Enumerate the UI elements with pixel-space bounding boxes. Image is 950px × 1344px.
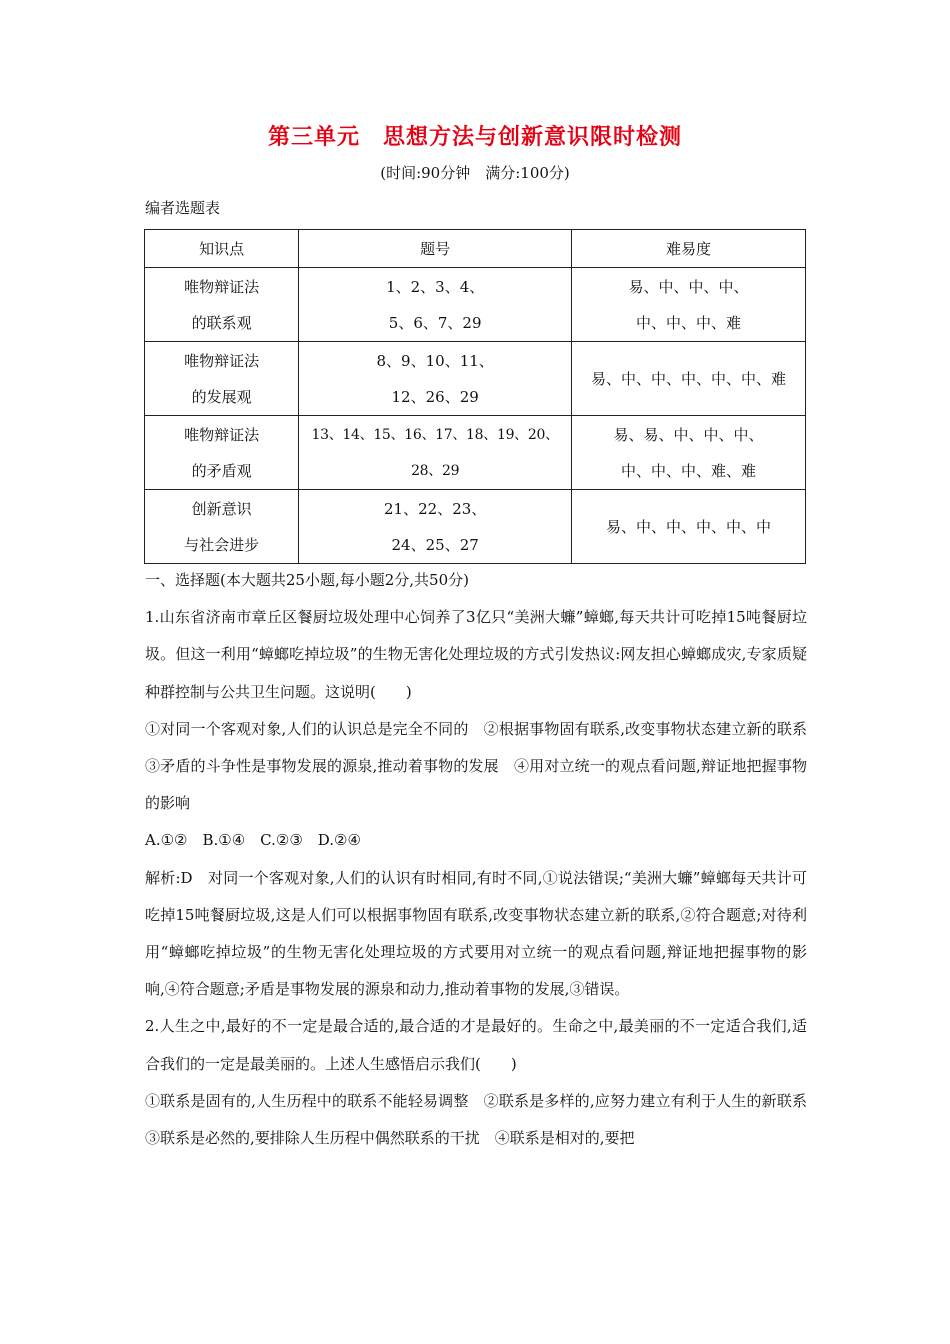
exam-time-score: (时间:90分钟 满分:100分): [380, 164, 570, 182]
table-caption: 编者选题表: [145, 199, 221, 217]
header-knowledge-point: 知识点: [145, 230, 299, 268]
header-question-numbers: 题号: [299, 230, 572, 268]
header-difficulty: 难易度: [572, 230, 806, 268]
question-1-analysis: 解析:D 对同一个客观对象,人们的认识有时相同,有时不同,①说法错误;“美洲大蠊”蟑螂每天共计可吃掉15吨餐厨垃圾,这是人们可以根据事物固有联系,改变事物状态建立新的联系,②符合题意;对待利用“蟑螂吃掉垃圾”的生物无害化处理垃圾的方式要用对立统一的观点看问题,辩证地把握事物的影响,④符合题意;矛盾是事物发展的源泉和动力,推动着事物的发展,③错误。: [145, 868, 807, 999]
cell-knowledge-point: 唯物辩证法 的矛盾观: [145, 416, 299, 490]
question-1-stem: 1.山东省济南市章丘区餐厨垃圾处理中心饲养了3亿只“美洲大蠊”蟑螂,每天共计可吃掉15吨餐厨垃圾。但这一利用“蟑螂吃掉垃圾”的生物无害化处理垃圾的方式引发热议:网友担心蟑螂成灾,专家质疑种群控制与公共卫生问题。这说明( ): [145, 608, 807, 701]
page-title: 第三单元 思想方法与创新意识限时检测: [267, 125, 682, 150]
table-row: [145, 268, 806, 342]
question-1-statements: ①对同一个客观对象,人们的认识总是完全不同的 ②根据事物固有联系,改变事物状态建立新的联系 ③矛盾的斗争性是事物发展的源泉,推动着事物的发展 ④用对立统一的观点看问题,辩证地把握事物的影响: [145, 719, 823, 813]
question-selection-table: [144, 229, 806, 564]
cell-knowledge-point: 创新意识 与社会进步: [145, 490, 299, 564]
cell-difficulty: 易、中、中、中、 中、中、中、难: [572, 268, 806, 342]
cell-difficulty: 易、中、中、中、中、中、难: [572, 342, 806, 416]
question-1-options: A.①② B.①④ C.②③ D.②④: [145, 831, 361, 850]
cell-question-numbers: 1、2、3、4、 5、6、7、29: [299, 268, 572, 342]
cell-knowledge-point: 唯物辩证法 的联系观: [145, 268, 299, 342]
cell-difficulty: 易、中、中、中、中、中: [572, 490, 806, 564]
cell-question-numbers: 21、22、23、 24、25、27: [299, 490, 572, 564]
question-2-statements: ①联系是固有的,人生历程中的联系不能轻易调整 ②联系是多样的,应努力建立有利于人生的新联系 ③联系是必然的,要排除人生历程中偶然联系的干扰 ④联系是相对的,要把: [145, 1091, 823, 1148]
table-row: [145, 490, 806, 564]
table-row: [145, 416, 806, 490]
table-header-row: [145, 230, 806, 268]
table-row: [145, 342, 806, 416]
section-heading: 一、选择题(本大题共25小题,每小题2分,共50分): [145, 571, 469, 589]
cell-knowledge-point: 唯物辩证法 的发展观: [145, 342, 299, 416]
cell-question-numbers: 8、9、10、11、 12、26、29: [299, 342, 572, 416]
cell-question-numbers: 13、14、15、16、17、18、19、20、28、29: [299, 416, 572, 490]
questions-body: [145, 562, 823, 1157]
cell-difficulty: 易、易、中、中、中、 中、中、中、难、难: [572, 416, 806, 490]
question-2-stem: 2.人生之中,最好的不一定是最合适的,最合适的才是最好的。生命之中,最美丽的不一定适合我们,适合我们的一定是最美丽的。上述人生感悟启示我们( ): [145, 1017, 807, 1073]
